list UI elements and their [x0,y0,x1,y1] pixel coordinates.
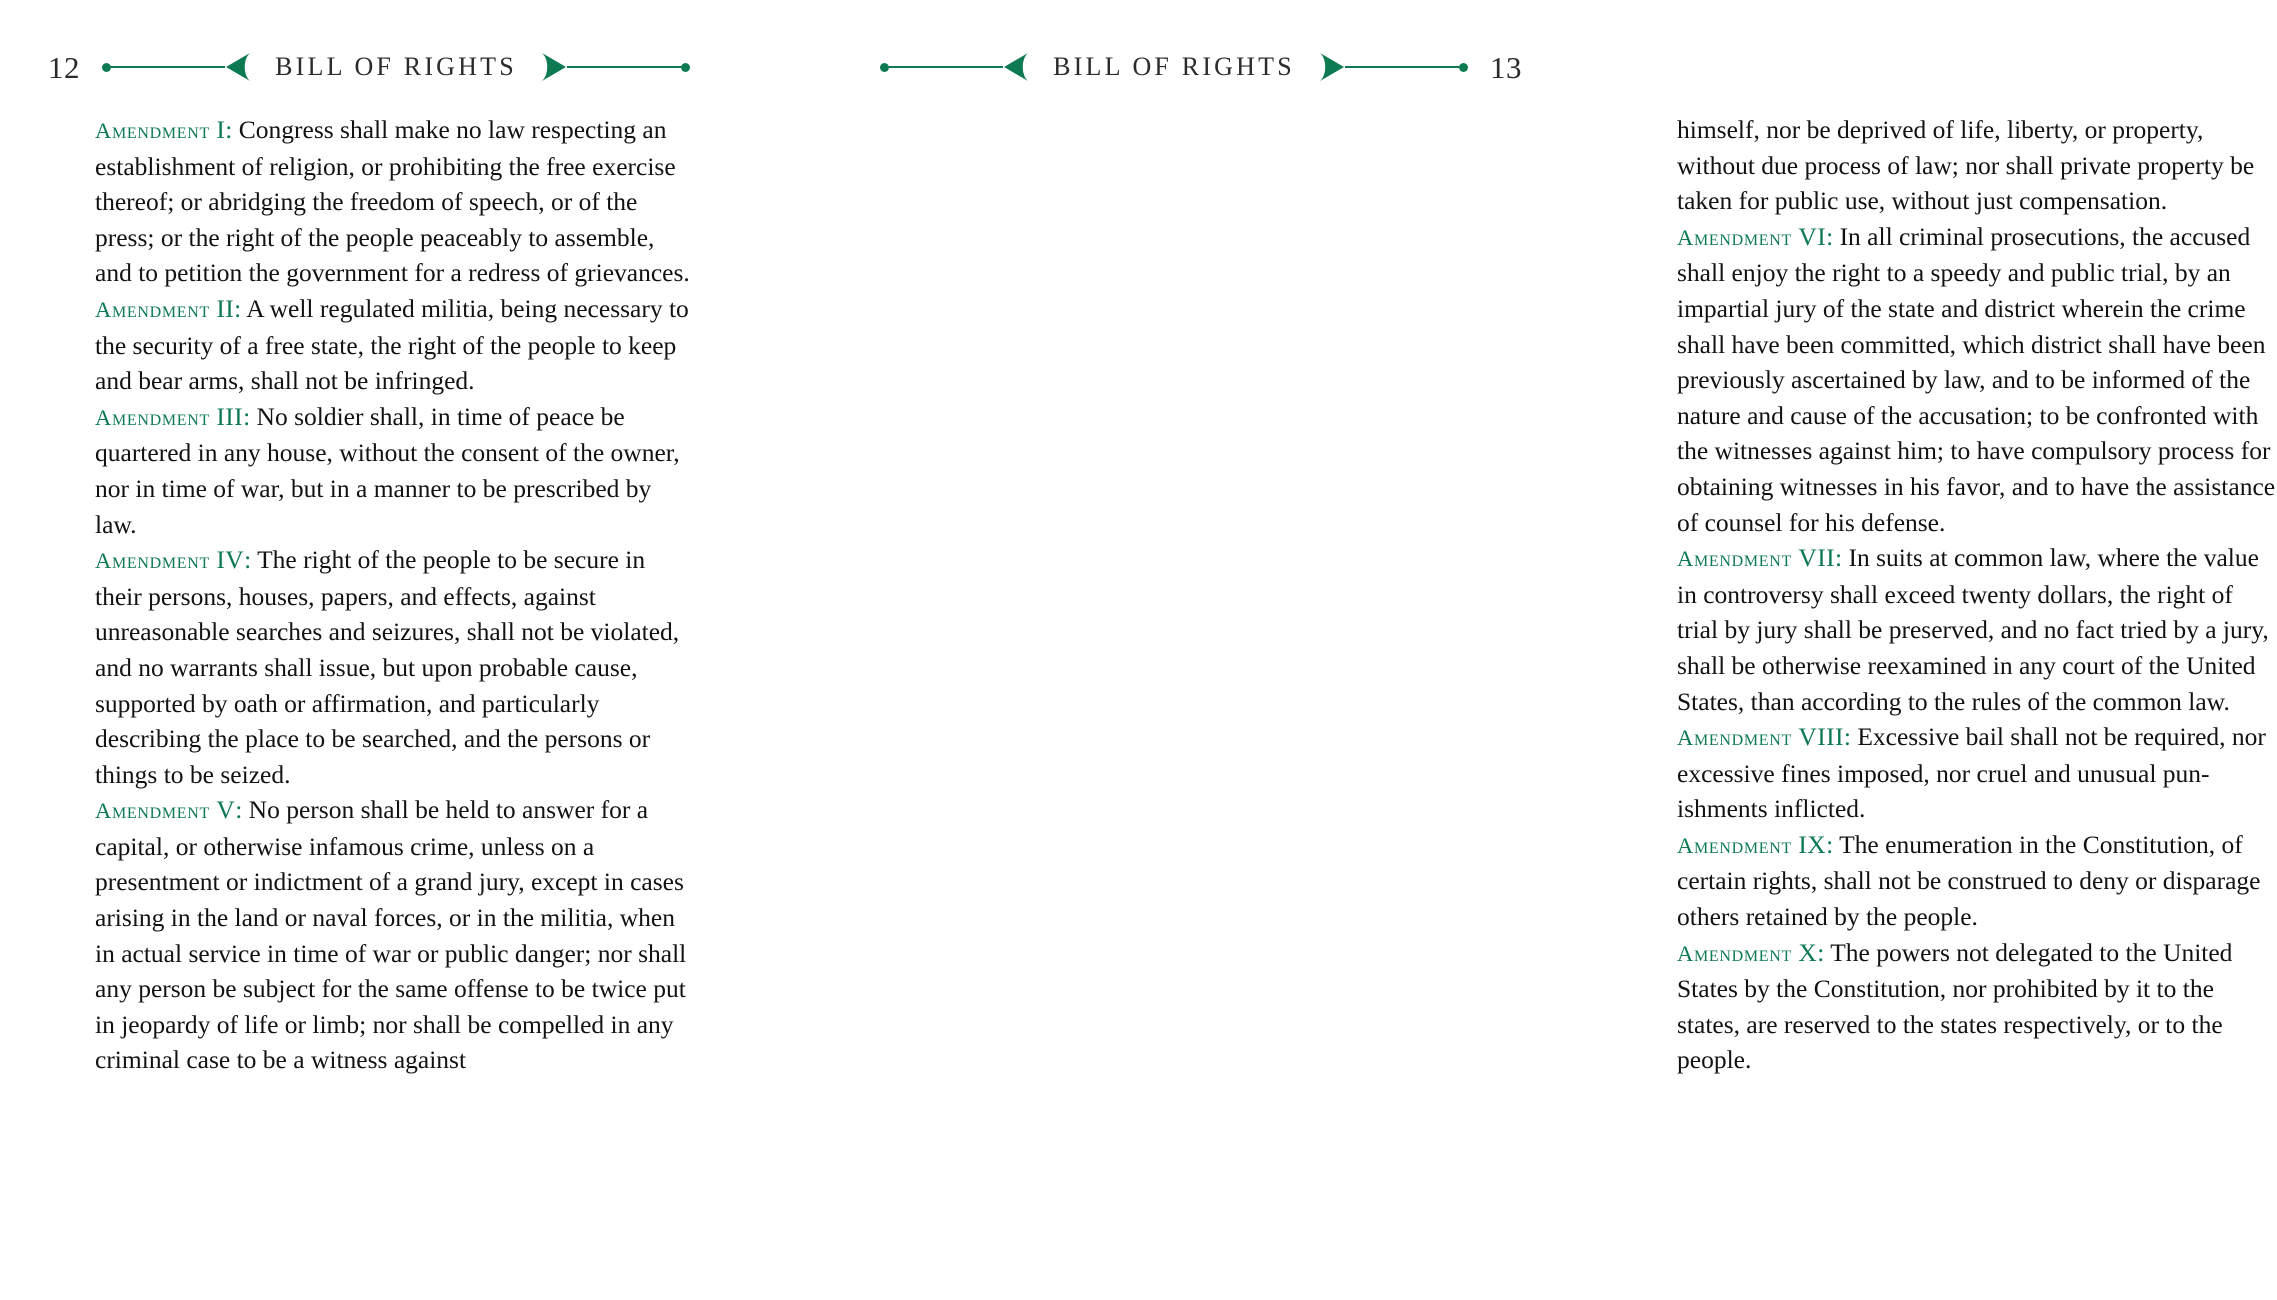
header-rule-segment [1345,66,1459,68]
amendment-label-word: Amendment [1677,940,1792,966]
amendment-label [1677,830,1833,859]
amendment-text-span: In all criminal prosecutions, the accused shall enjoy the right to a speedy and public trial, by an impartial jury of the state and district wherein the crime shall have been committed, which district shall have been previously ascertained by law, and to be informed of the nature and cause of the accusation; to be confronted with the witnesses against him; to have compulsory process for obtaining witnesses in his favor, and to have the assistance of counsel for his defense. [1677,221,2276,537]
amendment-label-word: Amendment [95,404,210,430]
amendment-paragraph [1677,935,2277,1078]
amendment-text [1677,222,2275,537]
amendment-label-numeral: VI [1798,221,1827,251]
amendment-label [95,294,241,323]
amendment-text-span: The right of the people to be secure in their persons, houses, papers, and effects, against unreasonable searches and seizures, shall not be violated, and no warrants shall issue, but upon probable cause, supported by oath or affirmation, and particularly describing the place to be searched, and the persons or things to be seized. [95,545,680,789]
amendment-label [95,402,250,431]
amendment-text-span: The powers not delegated to the United States by the Constitution, nor prohibited by it to the states, are reserved to the states respectively, or to the people. [1677,937,2233,1075]
right-dart-ornament-icon [541,52,567,82]
page-left [0,0,800,1300]
amendment-label-word: Amendment [1677,832,1792,858]
continuation-text: himself, nor be deprived of life, liberty, or property, without due process of law; nor shall private property be taken for public use, without just compensation. [1677,115,2255,216]
header-rule-right [541,52,690,82]
amendment-paragraph [95,792,695,1078]
amendment-label [1677,543,1842,572]
amendment-label-colon: : [235,795,243,825]
running-header-right [880,45,1522,89]
amendment-label-word: Amendment [95,548,210,574]
amendment-label-word: Amendment [1677,224,1792,250]
rule-endpoint-dot-icon [1459,63,1468,72]
folio-left: 12 [48,49,80,85]
body-column-left [95,112,695,1078]
rule-endpoint-dot-icon [681,63,690,72]
header-rule-segment [889,66,1003,68]
amendment-label-numeral: III [216,401,244,431]
amendment-text-span: Congress shall make no law respecting an establishment of religion, or prohibiting the free exercise thereof; or abridging the freedom of speech, or of the press; or the right of the people peaceably to assemble, and to petition the government for a redress of grievances. [95,115,690,288]
header-rule-segment [111,66,225,68]
amendment-label-numeral: VII [1798,543,1835,573]
amendment-paragraph [95,112,695,291]
running-header-left [48,45,690,89]
header-rule-segment [567,66,681,68]
amendment-label-colon: : [1826,829,1834,859]
amendment-label-colon: : [243,401,251,431]
rule-endpoint-dot-icon [102,63,111,72]
amendment-paragraph [1677,827,2277,935]
amendment-label-numeral: X [1798,937,1818,967]
amendment-text-span: Excessive bail shall not be required, nor excessive fines imposed, nor cruel and unusual punishments inflicted. [1677,722,2266,824]
amendment-label-numeral: IX [1798,829,1827,859]
body-column-right [1677,112,2277,1078]
header-rule-left [102,52,251,82]
amendment-text-span: No person shall be held to answer for a capital, or otherwise infamous crime, unless on a presentment or indictment of a grand jury, except in cases arising in the land or naval forces, or in the militia, when in actual service in time of war or public danger; nor shall any person be subject for the same offense to be twice put in jeopardy of life or limb; nor shall be compelled in any criminal case to be a witness against [95,795,687,1075]
amendment-paragraph [1677,540,2277,719]
amendment-label-word: Amendment [1677,725,1792,751]
amendment-label-colon: : [244,545,252,575]
amendment-label-word: Amendment [1677,546,1792,572]
amendment-text [95,795,686,1074]
amendment-text-span: The enumeration in the Constitution, of certain rights, shall not be construed to deny or disparage others retained by the people. [1677,829,2261,932]
continuation-paragraph [1677,112,2277,219]
amendment-label-word: Amendment [95,118,210,143]
left-dart-ornament-icon [225,52,251,82]
amendment-paragraph [95,399,695,542]
amendment-text-span: In suits at common law, where the value in controversy shall exceed twenty dollars, the right of trial by jury shall be preserved, and no fact tried by a jury, shall be otherwise reexamined in any court of the United States, than according to the rules of the common law. [1677,543,2269,716]
amendment-text-span: No soldier shall, in time of peace be quartered in any house, without the consent of the owner, nor in time of war, but in a manner to be prescribed by law. [95,401,680,539]
header-rule-right [1319,52,1468,82]
page-right [800,0,2276,1300]
amendment-label-colon: : [1817,937,1825,967]
amendment-label-colon: : [225,115,233,144]
amendment-label [95,545,251,574]
amendment-label [95,115,232,144]
amendment-paragraph [95,542,695,792]
amendment-label-colon: : [234,293,242,323]
amendment-label [1677,938,1824,967]
left-dart-ornament-icon [1003,52,1029,82]
amendment-label [1677,222,1833,251]
amendment-label-numeral: I [216,115,226,144]
amendment-label [95,795,242,824]
amendment-label-word: Amendment [95,798,210,824]
header-rule-left [880,52,1029,82]
amendment-label-numeral: V [216,795,236,825]
amendment-paragraph [1677,219,2277,540]
amendment-paragraph [1677,719,2277,827]
folio-right: 13 [1490,49,1523,85]
amendment-text-span: A well regulated militia, being necessary to the security of a free state, the right of the people to keep and bear arms, shall not be infringed. [95,293,689,396]
right-dart-ornament-icon [1319,52,1345,82]
amendment-label-numeral: IV [216,545,245,575]
amendment-label [1677,722,1851,751]
amendment-text [95,545,679,789]
amendment-label-colon: : [1834,543,1843,573]
page-title-right: BILL OF RIGHTS [1053,52,1295,81]
amendment-label-colon: : [1843,722,1851,752]
amendment-label-numeral: II [216,293,235,323]
amendment-label-numeral: VIII [1798,722,1844,752]
amendment-label-colon: : [1826,221,1834,251]
amendment-paragraph [95,291,695,399]
amendment-label-word: Amendment [95,296,210,322]
page-title-left: BILL OF RIGHTS [275,52,517,81]
rule-endpoint-dot-icon [880,63,889,72]
